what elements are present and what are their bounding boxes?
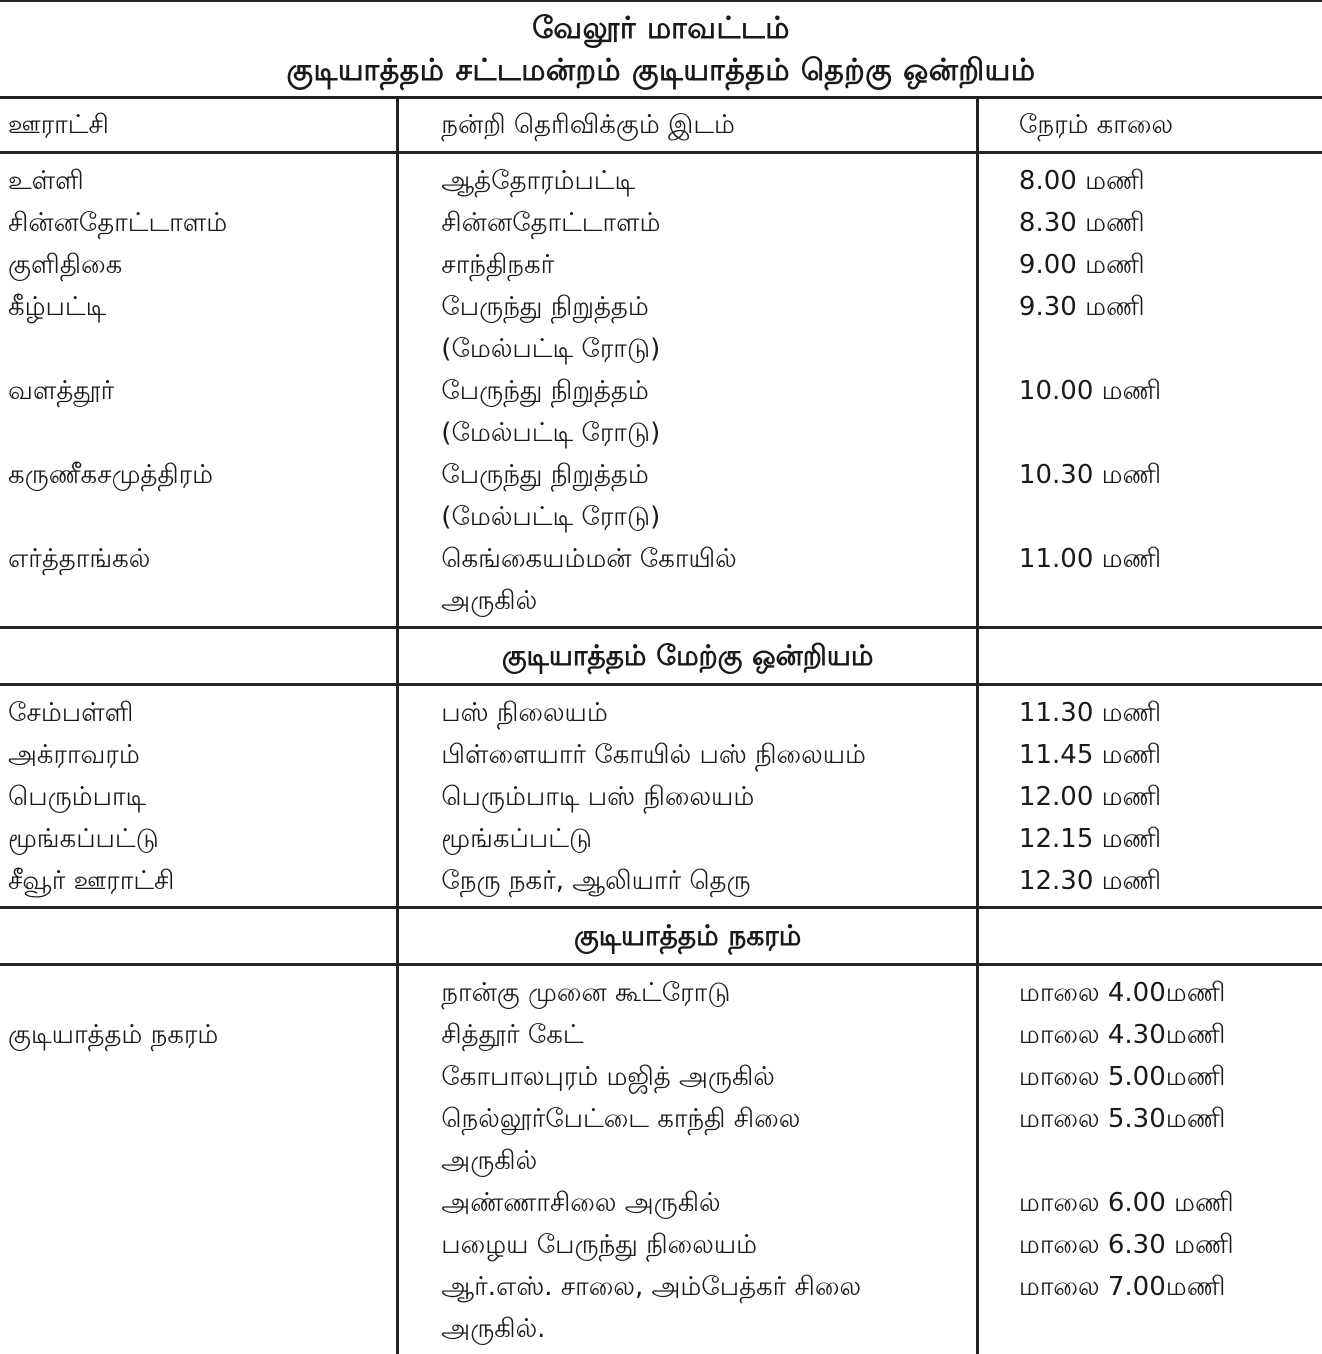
panchayat-name: குடியாத்தம் நகரம்: [8, 1020, 219, 1050]
panchayat-name: வளத்தூர்: [8, 376, 115, 406]
place-line: (மேல்பட்டி ரோடு): [441, 334, 661, 364]
spacer: [1019, 496, 1322, 538]
place-line: பிள்ளையார் கோயில் பஸ் நிலையம்: [441, 740, 866, 770]
section2-places: [398, 685, 978, 908]
place-line: பஸ் நிலையம்: [441, 698, 608, 728]
panchayat-name: சீவூர் ஊராட்சி: [8, 866, 175, 896]
place-line: கெங்கையம்மன் கோயில்: [441, 544, 737, 574]
section3-header-row: [0, 908, 1322, 965]
time-value: மாலை 6.00 மணி: [1018, 1188, 1234, 1218]
spacer: [8, 972, 396, 1014]
time-value: மாலை 6.30 மணி: [1018, 1230, 1234, 1260]
place-line: அருகில்.: [441, 1314, 546, 1344]
place-line: பழைய பேருந்து நிலையம்: [441, 1230, 758, 1260]
time-value: 11.30 மணி: [1018, 698, 1162, 728]
section1-times: [977, 153, 1322, 628]
time-value: 12.15 மணி: [1018, 824, 1162, 854]
time-value: மாலை 7.00மணி: [1018, 1272, 1226, 1302]
time-value: 12.30 மணி: [1018, 866, 1162, 896]
place-line: பேருந்து நிறுத்தம்: [441, 376, 649, 406]
place-line: (மேல்பட்டி ரோடு): [441, 502, 661, 532]
place-line: பேருந்து நிறுத்தம்: [441, 292, 649, 322]
place-line: ஆர்.எஸ். சாலை, அம்பேத்கர் சிலை: [441, 1272, 862, 1302]
time-value: 9.30 மணி: [1018, 292, 1145, 322]
time-value: மாலை 4.00மணி: [1018, 978, 1226, 1008]
panchayat-name: சேம்பள்ளி: [8, 698, 134, 728]
table-header-row: [0, 98, 1322, 153]
section3-places: [398, 965, 978, 1354]
time-value: 11.00 மணி: [1018, 544, 1162, 574]
spacer: [8, 580, 396, 622]
place-line: சின்னதோட்டாளம்: [441, 208, 661, 238]
spacer: [1019, 328, 1322, 370]
panchayat-name: சின்னதோட்டாளம்: [8, 208, 228, 238]
panchayat-name: குளிதிகை: [8, 250, 123, 280]
time-value: 9.00 மணி: [1018, 250, 1145, 280]
time-value: மாலை 5.30மணி: [1018, 1104, 1226, 1134]
panchayat-name: எர்த்தாங்கல்: [8, 544, 151, 574]
section3-times: [977, 965, 1322, 1354]
time-value: 10.00 மணி: [1018, 376, 1162, 406]
panchayat-name: அக்ராவரம்: [8, 740, 140, 770]
spacer: [1019, 580, 1322, 622]
section2-title: குடியாத்தம் மேற்கு ஒன்றியம்: [398, 628, 978, 685]
spacer: [8, 496, 396, 538]
time-value: 11.45 மணி: [1018, 740, 1162, 770]
panchayat-name: பெரும்பாடி: [8, 782, 147, 812]
section3-title: குடியாத்தம் நகரம்: [398, 908, 978, 965]
section1-places: [398, 153, 978, 628]
place-line: நேரு நகர், ஆலியார் தெரு: [441, 866, 751, 896]
district-title: வேலூர் மாவட்டம்: [532, 11, 790, 46]
title-block: [0, 0, 1322, 98]
spacer: [8, 412, 396, 454]
section1-villages: [0, 153, 398, 628]
place-line: சாந்திநகர்: [441, 250, 555, 280]
panchayat-name: உள்ளி: [8, 166, 84, 196]
time-value: மாலை 4.30மணி: [1018, 1020, 1226, 1050]
section2-body: [0, 685, 1322, 908]
time-value: 8.00 மணி: [1018, 166, 1145, 196]
section3-body: [0, 965, 1322, 1354]
time-value: 10.30 மணி: [1018, 460, 1162, 490]
section3-villages: [0, 965, 398, 1354]
time-value: 12.00 மணி: [1018, 782, 1162, 812]
place-line: (மேல்பட்டி ரோடு): [441, 418, 661, 448]
spacer: [1019, 1140, 1322, 1182]
header-time: நேரம் காலை: [977, 98, 1322, 153]
place-line: ஆத்தோரம்பட்டி: [441, 166, 636, 196]
spacer: [1019, 1308, 1322, 1350]
place-line: அருகில்: [441, 586, 538, 616]
section1-body: [0, 153, 1322, 628]
place-line: சித்தூர் கேட்: [441, 1020, 584, 1050]
header-panchayat: ஊராட்சி: [0, 98, 398, 153]
header-place: நன்றி தெரிவிக்கும் இடம்: [398, 98, 978, 153]
place-line: பேருந்து நிறுத்தம்: [441, 460, 649, 490]
spacer: [8, 328, 396, 370]
place-line: அண்ணாசிலை அருகில்: [441, 1188, 721, 1218]
place-line: நெல்லூர்பேட்டை காந்தி சிலை: [441, 1104, 801, 1134]
time-value: மாலை 5.00மணி: [1018, 1062, 1226, 1092]
place-line: பெரும்பாடி பஸ் நிலையம்: [441, 782, 755, 812]
panchayat-name: மூங்கப்பட்டு: [8, 824, 159, 854]
place-line: நான்கு முனை கூட்ரோடு: [441, 978, 731, 1008]
constituency-title: குடியாத்தம் சட்டமன்றம் குடியாத்தம் தெற்கு ஒன்றியம்: [286, 53, 1036, 88]
schedule-table: [0, 96, 1322, 1354]
section2-times: [977, 685, 1322, 908]
section2-villages: [0, 685, 398, 908]
place-line: கோபாலபுரம் மஜித் அருகில்: [441, 1062, 775, 1092]
panchayat-name: கருணீகசமுத்திரம்: [8, 460, 214, 490]
place-line: அருகில்: [441, 1146, 538, 1176]
time-value: 8.30 மணி: [1018, 208, 1145, 238]
panchayat-name: கீழ்பட்டி: [8, 292, 107, 322]
section2-header-row: [0, 628, 1322, 685]
spacer: [1019, 412, 1322, 454]
place-line: மூங்கப்பட்டு: [441, 824, 593, 854]
